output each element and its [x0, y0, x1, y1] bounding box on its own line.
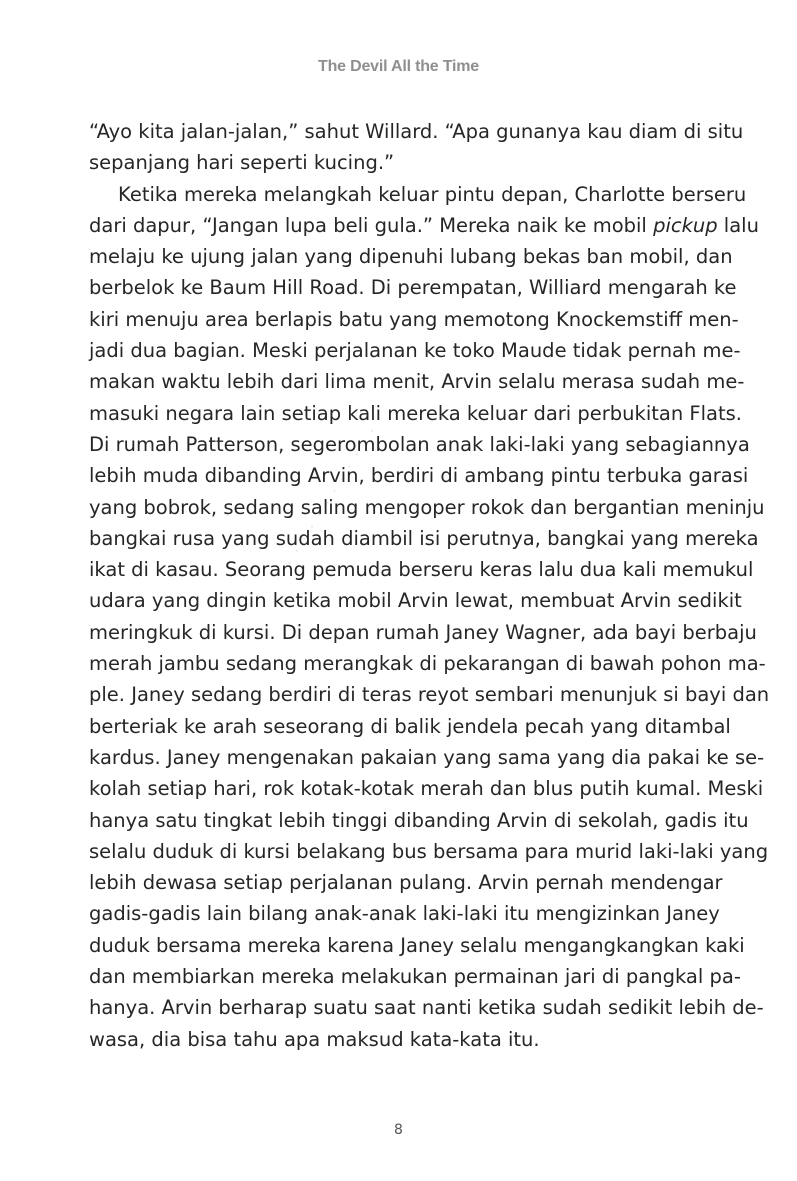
text-line: Ketika mereka melangkah keluar pintu depan, Charlotte berseru [118, 182, 747, 206]
text-line: meringkuk di kursi. Di depan rumah Janey Wagner, ada bayi berbaju [89, 620, 757, 644]
text-line: sepanjang hari seperti kucing.” [89, 151, 395, 175]
watermark: · · · · · · · · · · · · [280, 421, 383, 571]
paragraph [89, 116, 744, 179]
text-line: gadis-gadis lain bilang anak-anak laki-laki itu mengizinkan Janey [89, 902, 720, 926]
text-line: lebih dewasa setiap perjalanan pulang. Arvin pernah mendengar [89, 871, 723, 895]
text-line: dan membiarkan mereka melakukan permainan jari di pangkal pa- [89, 965, 741, 989]
text-line: hanya. Arvin berharap suatu saat nanti ketika sudah sedikit lebih de- [89, 996, 764, 1020]
running-header-title: The Devil All the Time [318, 58, 479, 75]
text-line: “Ayo kita jalan-jalan,” sahut Willard. “Apa gunanya kau diam di situ [89, 120, 744, 143]
body-text [89, 116, 770, 1055]
text-line: Di rumah Patterson, segerombolan anak laki-laki yang sebagiannya [89, 432, 750, 456]
paragraph [89, 179, 770, 1055]
italic-word: pickup [653, 213, 718, 237]
text-line: udara yang dingin ketika mobil Arvin lewat, membuat Arvin sedikit [89, 589, 742, 613]
text-line: berteriak ke arah seseorang di balik jendela pecah yang ditambal [89, 714, 731, 738]
text-line: hanya satu tingkat lebih tinggi dibanding Arvin di sekolah, gadis itu [89, 808, 749, 832]
text-line: makan waktu lebih dari lima menit, Arvin selalu merasa sudah me- [89, 370, 745, 394]
text-line: yang bobrok, sedang saling mengoper rokok dan bergantian meninju [89, 495, 765, 519]
text-line: duduk bersama mereka karena Janey selalu mengangkangkan kaki [89, 933, 745, 957]
text-line: berbelok ke Baum Hill Road. Di perempatan, Williard mengarah ke [89, 276, 737, 300]
text-line: merah jambu sedang merangkak di pekarangan di bawah pohon ma- [89, 652, 766, 676]
text-line: wasa, dia bisa tahu apa maksud kata-kata itu. [89, 1027, 540, 1051]
text-line: lebih muda dibanding Arvin, berdiri di ambang pintu terbuka garasi [89, 464, 749, 488]
text-line: kolah setiap hari, rok kotak-kotak merah dan blus putih kumal. Meski [89, 777, 764, 801]
text-line: kiri menuju area berlapis batu yang memotong Knockemstiff men- [89, 307, 739, 331]
text-line: dari dapur, “Jangan lupa beli gula.” Mereka naik ke mobil pickup lalu [89, 213, 759, 237]
text-line: bangkai rusa yang sudah diambil isi perutnya, bangkai yang mereka [89, 526, 759, 550]
text-line: ple. Janey sedang berdiri di teras reyot sembari menunjuk si bayi dan [89, 683, 770, 707]
text-line: melaju ke ujung jalan yang dipenuhi lubang bekas ban mobil, dan [89, 245, 733, 269]
text-line: jadi dua bagian. Meski perjalanan ke toko Maude tidak pernah me- [89, 339, 741, 363]
text-line: masuki negara lain setiap kali mereka keluar dari perbukitan Flats. [89, 401, 742, 425]
text-line: kardus. Janey mengenakan pakaian yang sama yang dia pakai ke se- [89, 745, 765, 769]
text-line: selalu duduk di kursi belakang bus bersama para murid laki-laki yang [89, 839, 769, 863]
page-number: 8 [394, 1122, 403, 1138]
text-line: ikat di kasau. Seorang pemuda berseru keras lalu dua kali memukul [89, 558, 754, 582]
